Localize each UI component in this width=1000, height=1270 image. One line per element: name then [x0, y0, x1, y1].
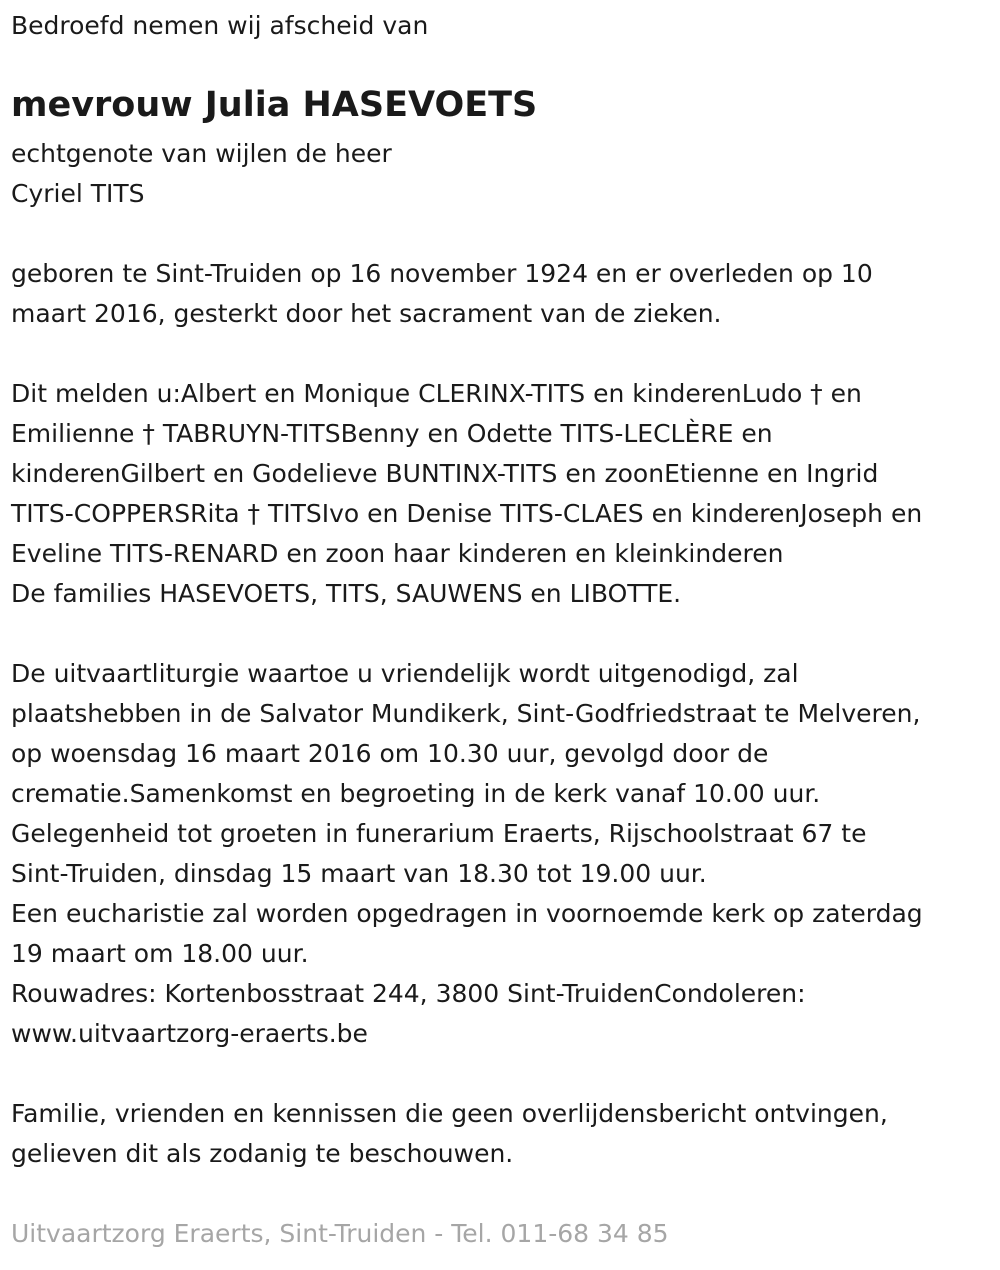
notice-line: gelieven dit als zodanig te beschouwen. [11, 1139, 514, 1168]
spouse-line: Cyriel TITS [11, 179, 145, 208]
birth-death-block [11, 254, 873, 334]
service-line: Gelegenheid tot groeten in funerarium Eraerts, Rijschoolstraat 67 te [11, 819, 867, 848]
service-line: op woensdag 16 maart 2016 om 10.30 uur, gevolgd door de [11, 739, 769, 768]
service-line: De uitvaartliturgie waartoe u vriendelijk wordt uitgenodigd, zal [11, 659, 799, 688]
family-line: Dit melden u:Albert en Monique CLERINX-TITS en kinderenLudo † en [11, 379, 862, 408]
family-line: Eveline TITS-RENARD en zoon haar kinderen en kleinkinderen [11, 539, 784, 568]
notice-block [11, 1094, 888, 1174]
funeral-home-footer: Uitvaartzorg Eraerts, Sint-Truiden - Tel. 011-68 34 85 [11, 1219, 669, 1248]
family-line: De families HASEVOETS, TITS, SAUWENS en LIBOTTE. [11, 579, 682, 608]
service-line: plaatshebben in de Salvator Mundikerk, Sint-Godfriedstraat te Melveren, [11, 699, 921, 728]
spouse-line: echtgenote van wijlen de heer [11, 139, 392, 168]
family-block [11, 374, 922, 614]
service-line: Een eucharistie zal worden opgedragen in voornoemde kerk op zaterdag [11, 899, 923, 928]
funeral-service-block [11, 654, 923, 1054]
condolence-link[interactable]: www.uitvaartzorg-eraerts.be [11, 1019, 368, 1048]
family-line: Emilienne † TABRUYN-TITSBenny en Odette TITS-LECLÈRE en [11, 419, 773, 448]
deceased-name: mevrouw Julia HASEVOETS [11, 85, 538, 125]
family-line: TITS-COPPERSRita † TITSIvo en Denise TITS-CLAES en kinderenJoseph en [11, 499, 923, 528]
birth-line: maart 2016, gesterkt door het sacrament van de zieken. [11, 299, 722, 328]
service-line: 19 maart om 18.00 uur. [11, 939, 309, 968]
address-line: Rouwadres: Kortenbosstraat 244, 3800 Sint-TruidenCondoleren: [11, 979, 806, 1008]
service-line: Sint-Truiden, dinsdag 15 maart van 18.30 tot 19.00 uur. [11, 859, 707, 888]
family-line: kinderenGilbert en Godelieve BUNTINX-TITS en zoonEtienne en Ingrid [11, 459, 879, 488]
service-line: crematie.Samenkomst en begroeting in de kerk vanaf 10.00 uur. [11, 779, 821, 808]
birth-line: geboren te Sint-Truiden op 16 november 1924 en er overleden op 10 [11, 259, 873, 288]
notice-line: Familie, vrienden en kennissen die geen overlijdensbericht ontvingen, [11, 1099, 888, 1128]
spouse-block [11, 134, 392, 214]
intro-text: Bedroefd nemen wij afscheid van [11, 11, 429, 40]
